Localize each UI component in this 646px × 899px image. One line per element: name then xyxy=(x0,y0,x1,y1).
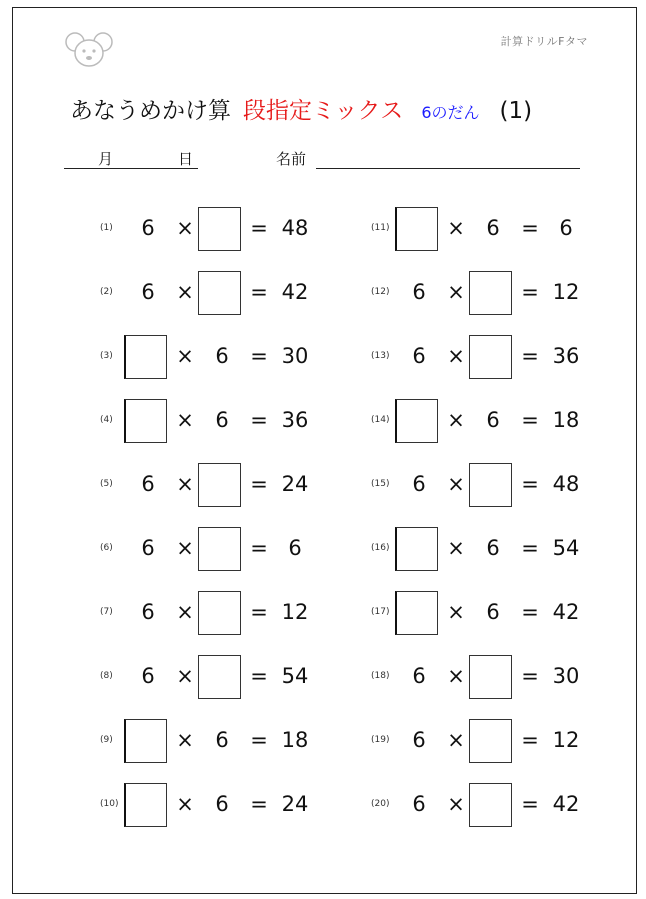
problem-number: (5) xyxy=(100,479,113,489)
problem-number: (15) xyxy=(371,479,390,489)
result-value: 54 xyxy=(552,536,580,560)
problem-row xyxy=(369,719,584,765)
answer-box[interactable] xyxy=(198,207,241,251)
operand: 6 xyxy=(412,792,426,816)
problem-number: (2) xyxy=(100,287,113,297)
page-title xyxy=(70,92,532,125)
result-value: 48 xyxy=(281,216,309,240)
problem-row xyxy=(369,335,584,381)
answer-box[interactable] xyxy=(395,399,438,443)
date-field[interactable] xyxy=(64,168,198,169)
operand: 6 xyxy=(141,472,155,496)
times-sign: × xyxy=(176,280,194,304)
problem-row xyxy=(98,271,313,317)
answer-box[interactable] xyxy=(395,591,438,635)
answer-box[interactable] xyxy=(198,527,241,571)
problem-number: (4) xyxy=(100,415,113,425)
operand: 6 xyxy=(486,536,500,560)
answer-box[interactable] xyxy=(124,335,167,379)
result-value: 18 xyxy=(281,728,309,752)
name-field[interactable] xyxy=(316,168,580,169)
problem-number: (1) xyxy=(100,223,113,233)
operand: 6 xyxy=(412,280,426,304)
operand: 6 xyxy=(141,664,155,688)
equals-sign: = xyxy=(250,280,268,304)
equals-sign: = xyxy=(521,600,539,624)
result-value: 12 xyxy=(552,728,580,752)
problem-number: (17) xyxy=(371,607,390,617)
title-mode: 段指定ミックス xyxy=(243,98,404,124)
answer-box[interactable] xyxy=(469,335,512,379)
equals-sign: = xyxy=(250,216,268,240)
result-value: 48 xyxy=(552,472,580,496)
operand: 6 xyxy=(412,472,426,496)
problem-row xyxy=(369,207,584,253)
problem-row xyxy=(98,207,313,253)
equals-sign: = xyxy=(250,408,268,432)
operand: 6 xyxy=(412,728,426,752)
name-label: 名前 xyxy=(276,150,307,168)
answer-box[interactable] xyxy=(469,783,512,827)
times-sign: × xyxy=(176,344,194,368)
problem-number: (12) xyxy=(371,287,390,297)
result-value: 36 xyxy=(552,344,580,368)
equals-sign: = xyxy=(521,536,539,560)
equals-sign: = xyxy=(250,536,268,560)
answer-box[interactable] xyxy=(124,399,167,443)
answer-box[interactable] xyxy=(469,655,512,699)
problem-number: (6) xyxy=(100,543,113,553)
answer-box[interactable] xyxy=(469,719,512,763)
operand: 6 xyxy=(215,344,229,368)
times-sign: × xyxy=(176,792,194,816)
times-sign: × xyxy=(176,600,194,624)
equals-sign: = xyxy=(250,664,268,688)
mouse-face-icon xyxy=(64,31,114,69)
answer-box[interactable] xyxy=(198,655,241,699)
result-value: 6 xyxy=(288,536,302,560)
equals-sign: = xyxy=(250,600,268,624)
problem-number: (14) xyxy=(371,415,390,425)
equals-sign: = xyxy=(521,216,539,240)
result-value: 42 xyxy=(281,280,309,304)
times-sign: × xyxy=(447,792,465,816)
result-value: 30 xyxy=(281,344,309,368)
times-sign: × xyxy=(447,280,465,304)
problem-row xyxy=(98,655,313,701)
day-label: 日 xyxy=(178,150,194,168)
times-sign: × xyxy=(447,536,465,560)
operand: 6 xyxy=(141,280,155,304)
brand-label: 計算ドリルFタマ xyxy=(500,35,588,48)
operand: 6 xyxy=(486,216,500,240)
answer-box[interactable] xyxy=(198,463,241,507)
times-sign: × xyxy=(447,728,465,752)
problem-row xyxy=(98,783,313,829)
answer-box[interactable] xyxy=(124,783,167,827)
problem-row xyxy=(369,783,584,829)
times-sign: × xyxy=(176,216,194,240)
title-number: (1) xyxy=(499,98,533,124)
problem-row xyxy=(98,591,313,637)
times-sign: × xyxy=(447,344,465,368)
problem-row xyxy=(369,463,584,509)
problem-row xyxy=(369,399,584,445)
result-value: 54 xyxy=(281,664,309,688)
result-value: 42 xyxy=(552,600,580,624)
problem-number: (3) xyxy=(100,351,113,361)
times-sign: × xyxy=(176,536,194,560)
equals-sign: = xyxy=(250,472,268,496)
problem-row xyxy=(369,271,584,317)
times-sign: × xyxy=(447,216,465,240)
problem-number: (18) xyxy=(371,671,390,681)
operand: 6 xyxy=(215,728,229,752)
answer-box[interactable] xyxy=(124,719,167,763)
answer-box[interactable] xyxy=(395,527,438,571)
answer-box[interactable] xyxy=(198,271,241,315)
operand: 6 xyxy=(141,536,155,560)
result-value: 24 xyxy=(281,792,309,816)
problem-row xyxy=(98,527,313,573)
equals-sign: = xyxy=(521,792,539,816)
problem-number: (11) xyxy=(371,223,390,233)
times-sign: × xyxy=(176,664,194,688)
problem-row xyxy=(369,527,584,573)
equals-sign: = xyxy=(521,280,539,304)
times-sign: × xyxy=(447,664,465,688)
equals-sign: = xyxy=(250,792,268,816)
result-value: 12 xyxy=(281,600,309,624)
problem-number: (20) xyxy=(371,799,390,809)
result-value: 42 xyxy=(552,792,580,816)
result-value: 6 xyxy=(559,216,573,240)
answer-box[interactable] xyxy=(395,207,438,251)
equals-sign: = xyxy=(521,728,539,752)
problem-number: (8) xyxy=(100,671,113,681)
times-sign: × xyxy=(447,408,465,432)
result-value: 24 xyxy=(281,472,309,496)
operand: 6 xyxy=(486,408,500,432)
result-value: 12 xyxy=(552,280,580,304)
equals-sign: = xyxy=(521,472,539,496)
month-label: 月 xyxy=(98,150,114,168)
times-sign: × xyxy=(176,408,194,432)
problem-row xyxy=(98,335,313,381)
result-value: 30 xyxy=(552,664,580,688)
problem-row xyxy=(369,591,584,637)
operand: 6 xyxy=(215,792,229,816)
problem-number: (16) xyxy=(371,543,390,553)
result-value: 36 xyxy=(281,408,309,432)
times-sign: × xyxy=(447,600,465,624)
problem-number: (19) xyxy=(371,735,390,745)
times-sign: × xyxy=(447,472,465,496)
equals-sign: = xyxy=(250,344,268,368)
operand: 6 xyxy=(412,664,426,688)
equals-sign: = xyxy=(521,408,539,432)
operand: 6 xyxy=(215,408,229,432)
problem-number: (13) xyxy=(371,351,390,361)
times-sign: × xyxy=(176,728,194,752)
equals-sign: = xyxy=(250,728,268,752)
equals-sign: = xyxy=(521,344,539,368)
times-sign: × xyxy=(176,472,194,496)
problem-number: (10) xyxy=(100,799,119,809)
answer-box[interactable] xyxy=(469,271,512,315)
operand: 6 xyxy=(141,216,155,240)
title-dan: 6のだん xyxy=(421,103,480,122)
operand: 6 xyxy=(486,600,500,624)
operand: 6 xyxy=(141,600,155,624)
answer-box[interactable] xyxy=(469,463,512,507)
problem-row xyxy=(98,399,313,445)
problem-row xyxy=(98,463,313,509)
problem-number: (9) xyxy=(100,735,113,745)
title-main: あなうめかけ算 xyxy=(70,98,231,124)
problem-row xyxy=(98,719,313,765)
operand: 6 xyxy=(412,344,426,368)
result-value: 18 xyxy=(552,408,580,432)
problem-number: (7) xyxy=(100,607,113,617)
problem-row xyxy=(369,655,584,701)
equals-sign: = xyxy=(521,664,539,688)
answer-box[interactable] xyxy=(198,591,241,635)
